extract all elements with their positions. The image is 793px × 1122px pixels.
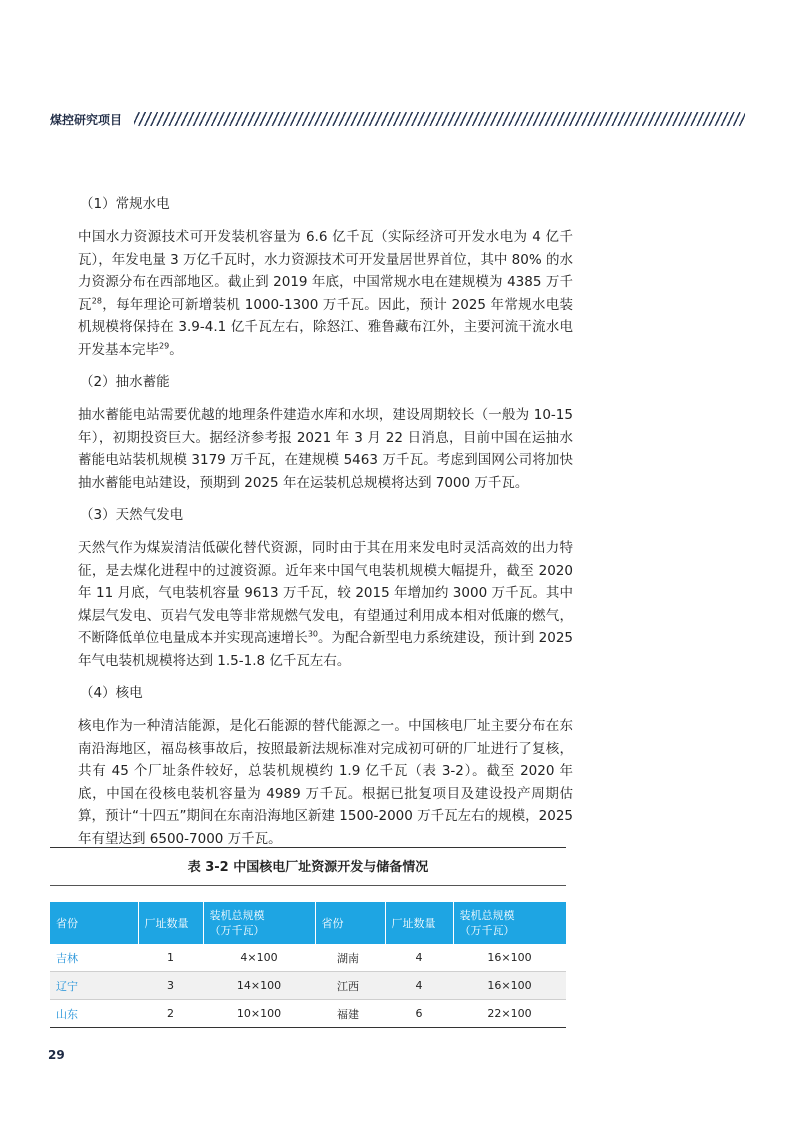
site-count-cell: 4 (385, 972, 453, 1000)
col-header-province: 省份 (315, 902, 385, 944)
nuclear-sites-table (50, 902, 566, 1028)
table-row (50, 972, 566, 1000)
table-header-row (50, 902, 566, 944)
province-cell: 福建 (315, 1000, 385, 1028)
footnote-ref: 28 (91, 296, 102, 305)
table-row (50, 1000, 566, 1028)
table-row (50, 944, 566, 972)
col-header-province: 省份 (50, 902, 138, 944)
page-header (50, 110, 745, 128)
page-number: 29 (48, 1048, 65, 1062)
footnote-ref: 30 (307, 629, 319, 639)
header-stripes (134, 112, 745, 126)
footnote-ref: 29 (159, 341, 170, 350)
site-count-cell: 3 (138, 972, 203, 1000)
province-cell: 吉林 (50, 944, 138, 972)
section-heading-hydro: （1）常规水电 (80, 196, 170, 212)
province-cell: 辽宁 (50, 972, 138, 1000)
paragraph-hydro: 中国水力资源技术可开发装机容量为 6.6 亿千瓦（实际经济可开发水电为 4 亿千瓦），年发电量 3 万亿千瓦时，水力资源技术可开发量居世界首位，其中 80% 的水力资源分布在西部地区。截止到 2019 年底，中国常规水电在建规模为 4385 万千瓦$^{28}$，每年理论可新增装机 1000-1300 万千瓦。因此，预计 2025 年常规水电装机规模将保持在 3.9-4.1 亿千瓦左右，除怒江、雅鲁藏布江外，主要河流干流水电开发基本完毕$^{29}$。 (78, 229, 574, 358)
province-cell: 山东 (50, 1000, 138, 1028)
capacity-cell: 16×100 (453, 972, 566, 1000)
province-cell: 湖南 (315, 944, 385, 972)
nuclear-sites-table-block (50, 847, 566, 1028)
paragraph-gas: 天然气作为煤炭清洁低碳化替代资源，同时由于其在用来发电时灵活高效的出力特征，是去煤化进程中的过渡资源。近年来中国气电装机规模大幅提升，截至 2020 年 11 月底，气电装机容量 9613 万千瓦，较 2015 年增加约 3000 万千瓦。其中煤层气发电、页岩气发电等非常规燃气发电，有望通过利用成本相对低廉的燃气，不断降低单位电量成本并实现高速增长$^{30}$。为配合新型电力系统建设，预计到 2025 年气电装机规模将达到 1.5-1.8 亿千瓦左右。 (78, 540, 574, 669)
site-count-cell: 6 (385, 1000, 453, 1028)
main-content (78, 193, 573, 850)
table-caption: 表 3-2 中国核电厂址资源开发与储备情况 (187, 860, 429, 875)
col-header-site-count: 厂址数量 (385, 902, 453, 944)
section-heading-nuclear: （4）核电 (80, 685, 143, 701)
site-count-cell: 4 (385, 944, 453, 972)
col-header-capacity: 装机总规模 （万千瓦） (203, 902, 315, 944)
table-caption-rule (50, 885, 566, 886)
capacity-cell: 22×100 (453, 1000, 566, 1028)
section-heading-gas: （3）天然气发电 (80, 507, 184, 523)
capacity-cell: 10×100 (203, 1000, 315, 1028)
section-heading-pumped-storage: （2）抽水蓄能 (80, 374, 170, 390)
header-title: 煤控研究项目 (50, 112, 123, 127)
capacity-cell: 4×100 (203, 944, 315, 972)
paragraph-nuclear: 核电作为一种清洁能源，是化石能源的替代能源之一。中国核电厂址主要分布在东南沿海地区，福岛核事故后，按照最新法规标准对完成初可研的厂址进行了复核，共有 45 个厂址条件较好，总装机规模约 1.9 亿千瓦（表 3-2）。截至 2020 年底，中国在役核电装机容量为 4989 万千瓦。根据已批复项目及建设投产周期估算，预计“十四五”期间在东南沿海地区新建 1500-2000 万千瓦左右的规模，2025 年有望达到 6500-7000 万千瓦。 (78, 718, 574, 847)
col-header-site-count: 厂址数量 (138, 902, 203, 944)
col-header-capacity: 装机总规模 （万千瓦） (453, 902, 566, 944)
paragraph-pumped-storage: 抽水蓄能电站需要优越的地理条件建造水库和水坝，建设周期较长（一般为 10-15 年），初期投资巨大。据经济参考报 2021 年 3 月 22 日消息，目前中国在运抽水蓄能电站装机规模 3179 万千瓦，在建规模 5463 万千瓦。考虑到国网公司将加快抽水蓄能电站建设，预期到 2025 年在运装机总规模将达到 7000 万千瓦。 (78, 407, 573, 491)
province-cell: 江西 (315, 972, 385, 1000)
capacity-cell: 16×100 (453, 944, 566, 972)
site-count-cell: 1 (138, 944, 203, 972)
site-count-cell: 2 (138, 1000, 203, 1028)
capacity-cell: 14×100 (203, 972, 315, 1000)
